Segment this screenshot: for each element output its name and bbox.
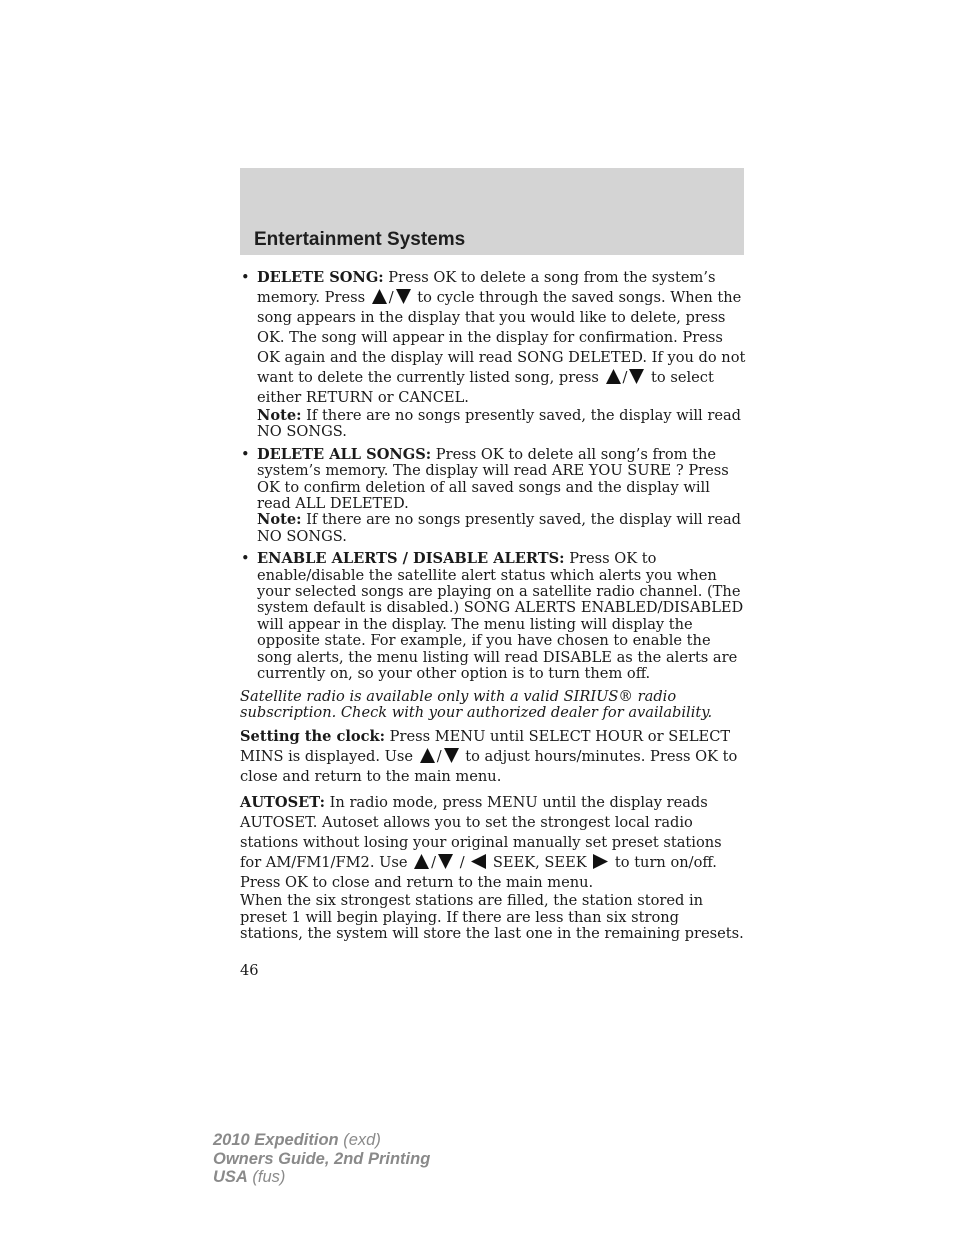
delete-all-songs-text: Press OK to delete all song’s from the system’s memory. The display will read ARE YOU SURE ? Press OK to confirm deletion of all saved songs and the display will read ALL DELETED. [257, 445, 729, 513]
footer-region-code: (fus) [247, 1168, 286, 1186]
clock-text-2: to adjust hours/minutes. Press OK to close and return to the main menu. [240, 748, 738, 786]
term-setting-clock: Setting the clock: [240, 728, 386, 746]
term-autoset: AUTOSET: [240, 794, 326, 812]
autoset-paragraph [240, 793, 746, 942]
note-delete-all-songs [257, 512, 746, 545]
autoset-text-2: to turn on/off. Press OK to close and return to the main menu. [240, 854, 717, 892]
arrow-down-icon [396, 289, 411, 304]
arrow-down-icon [629, 369, 644, 384]
section-title: Entertainment Systems [254, 229, 466, 250]
term-enable-alerts: ENABLE ALERTS / DISABLE ALERTS: [257, 550, 565, 568]
section-header-band [240, 168, 744, 255]
separator: / [431, 854, 437, 872]
delete-song-text-1: Press OK to delete a song from the system’s memory. Press [257, 269, 716, 306]
list-item-delete-song [240, 268, 746, 441]
list-item-enable-alerts [240, 551, 746, 682]
arrow-down-icon [438, 854, 453, 869]
arrow-up-icon [606, 369, 621, 384]
note-text: If there are no songs presently saved, the display will read NO SONGS. [257, 511, 742, 545]
footer-model: 2010 Expedition [213, 1131, 339, 1149]
page-number: 46 [240, 962, 259, 979]
footer-model-code: (exd) [338, 1131, 381, 1149]
autoset-text-1: In radio mode, press MENU until the display reads AUTOSET. Autoset allows you to set the strongest local radio stations without losing your original manually set preset stations for AM/FM1/FM2. Use [240, 794, 722, 872]
term-delete-song: DELETE SONG: [257, 269, 384, 286]
delete-song-text-2: to cycle through the saved songs. When the song appears in the display that you would like to delete, press OK. The song will appear in the display for confirmation. Press OK again and the display will read SONG DELETED. If you do not want to delete the currently listed song, press [257, 289, 746, 386]
delete-song-text-3: to select either RETURN or CANCEL. [257, 369, 714, 406]
arrow-up-icon [414, 854, 429, 869]
note-delete-song [257, 408, 746, 441]
satellite-availability-note: Satellite radio is available only with a valid SIRIUS® radio subscription. Check with your authorized dealer for availability. [240, 687, 713, 721]
autoset-text-3: When the six strongest stations are filled, the station stored in preset 1 will begin playing. If there are less than six strong stations, the system will store the last one in the remaining presets. [240, 892, 744, 943]
setting-clock-paragraph [240, 727, 746, 787]
term-delete-all-songs: DELETE ALL SONGS: [257, 445, 432, 463]
arrow-up-icon [372, 289, 387, 304]
arrow-down-icon [444, 748, 459, 763]
footer-line-2: Owners Guide, 2nd Printing [213, 1149, 431, 1168]
manual-content [240, 268, 746, 949]
arrow-right-icon [593, 854, 608, 869]
footer-region: USA [213, 1168, 248, 1186]
arrow-up-icon [420, 748, 435, 763]
separator: / [622, 369, 628, 386]
note-text: If there are no songs presently saved, the display will read NO SONGS. [257, 407, 742, 441]
clock-text-1: Press MENU until SELECT HOUR or SELECT MINS is displayed. Use [240, 728, 731, 766]
seek-text: SEEK, SEEK [488, 854, 592, 872]
separator: / [436, 748, 442, 766]
menu-options-list [240, 268, 746, 683]
note-label: Note: [257, 511, 302, 529]
footer-line-3 [213, 1168, 430, 1187]
footer-line-1 [213, 1131, 430, 1150]
separator: / [455, 854, 470, 872]
separator: / [388, 289, 394, 306]
enable-alerts-text: Press OK to enable/disable the satellite alert status which alerts you when your selected songs are playing on a satellite radio channel. (The system default is disabled.) SONG ALERTS ENABLED/DISABLED will appear in the display. The menu listing will display the opposite state. For example, if you have chosen to enable the song alerts, the menu listing will read DISABLE as the alerts are currently on, so your other option is to turn them off. [257, 550, 744, 683]
list-item-delete-all-songs [240, 447, 746, 545]
document-footer [213, 1131, 430, 1187]
arrow-left-icon [471, 854, 486, 869]
note-label: Note: [257, 407, 302, 424]
